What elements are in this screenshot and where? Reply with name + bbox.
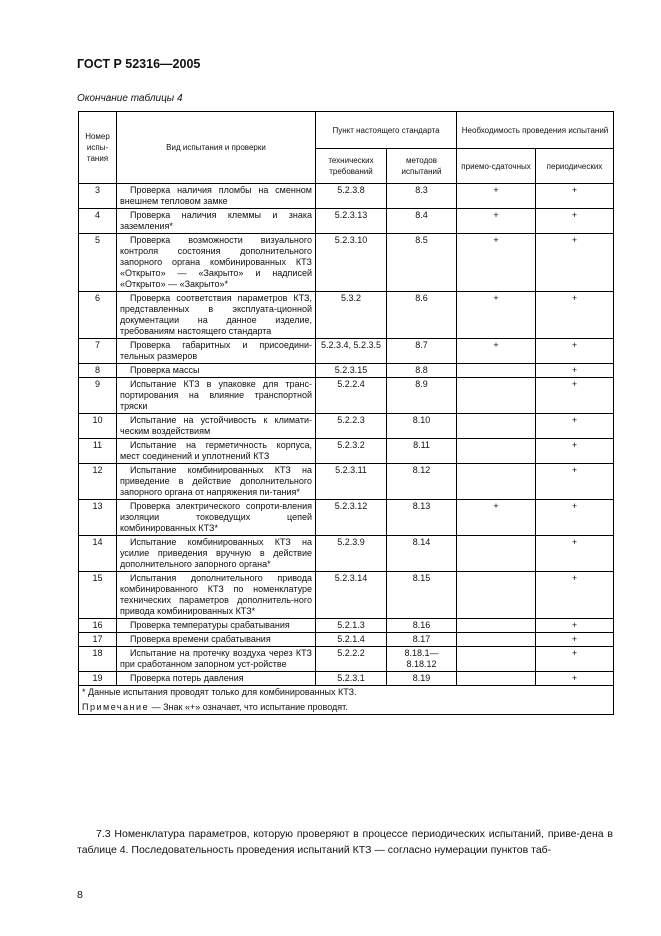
row-acceptance-mark (457, 572, 536, 619)
row-method-point: 8.16 (387, 619, 457, 633)
row-acceptance-mark (457, 378, 536, 414)
row-acceptance-mark: + (457, 184, 536, 209)
row-requirement-point: 5.2.3.11 (316, 464, 387, 500)
row-periodic-mark: + (536, 500, 614, 536)
col-header-periodic: периодических (536, 149, 614, 184)
row-requirement-point: 5.2.3.8 (316, 184, 387, 209)
row-periodic-mark: + (536, 209, 614, 234)
note-line (82, 702, 610, 713)
row-method-point: 8.9 (387, 378, 457, 414)
row-requirement-point: 5.2.3.9 (316, 536, 387, 572)
row-method-point: 8.15 (387, 572, 457, 619)
row-acceptance-mark (457, 439, 536, 464)
row-requirement-point: 5.2.2.2 (316, 647, 387, 672)
row-description: Испытание комбинированных КТЗ на усилие приведения вручную в действие дополнительного запорного органа* (117, 536, 316, 572)
row-method-point: 8.12 (387, 464, 457, 500)
row-periodic-mark: + (536, 184, 614, 209)
row-periodic-mark: + (536, 536, 614, 572)
row-description: Проверка соответствия параметров КТЗ, представленных в эксплуата-ционной документации на данное изделие, требованиям настоящего стандарта (117, 292, 316, 339)
col-header-acceptance: приемо-сдаточных (457, 149, 536, 184)
row-number: 19 (79, 672, 117, 686)
table-row (79, 536, 614, 572)
row-number: 11 (79, 439, 117, 464)
row-number: 18 (79, 647, 117, 672)
row-description: Проверка наличия клеммы и знака заземления* (117, 209, 316, 234)
row-acceptance-mark (457, 464, 536, 500)
table-caption: Окончание таблицы 4 (77, 93, 183, 104)
row-periodic-mark: + (536, 633, 614, 647)
note-text: — Знак «+» означает, что испытание проводят. (149, 702, 348, 712)
table-row (79, 364, 614, 378)
footnote-text: * Данные испытания проводят только для комбинированных КТЗ. (82, 687, 357, 697)
row-number: 10 (79, 414, 117, 439)
row-method-point: 8.7 (387, 339, 457, 364)
row-acceptance-mark: + (457, 339, 536, 364)
table-row (79, 500, 614, 536)
row-periodic-mark: + (536, 364, 614, 378)
row-acceptance-mark (457, 364, 536, 378)
row-periodic-mark: + (536, 378, 614, 414)
row-method-point: 8.11 (387, 439, 457, 464)
paragraph-7-3: 7.3 Номенклатура параметров, которую проверяют в процессе периодических испытаний, приве-дена в таблице 4. Последовательность проведения испытаний КТЗ — согласно нумерации пунктов таб- (77, 828, 613, 856)
row-number: 7 (79, 339, 117, 364)
row-description: Проверка габаритных и присоедини-тельных размеров (117, 339, 316, 364)
row-number: 9 (79, 378, 117, 414)
row-number: 14 (79, 536, 117, 572)
table-row (79, 339, 614, 364)
row-requirement-point: 5.2.3.2 (316, 439, 387, 464)
col-header-methods: методов испытаний (387, 149, 457, 184)
row-method-point: 8.18.1— 8.18.12 (387, 647, 457, 672)
row-description: Проверка времени срабатывания (117, 633, 316, 647)
table-row (79, 234, 614, 292)
row-description: Проверка электрического сопроти-вления изоляции токоведущих цепей комбинированных КТЗ* (117, 500, 316, 536)
row-requirement-point: 5.2.3.10 (316, 234, 387, 292)
row-number: 8 (79, 364, 117, 378)
row-requirement-point: 5.2.3.15 (316, 364, 387, 378)
row-method-point: 8.4 (387, 209, 457, 234)
row-periodic-mark: + (536, 647, 614, 672)
row-requirement-point: 5.2.3.1 (316, 672, 387, 686)
row-requirement-point: 5.2.2.4 (316, 378, 387, 414)
row-description: Проверка потерь давления (117, 672, 316, 686)
row-number: 5 (79, 234, 117, 292)
row-description: Проверка массы (117, 364, 316, 378)
row-periodic-mark: + (536, 414, 614, 439)
row-method-point: 8.8 (387, 364, 457, 378)
row-method-point: 8.14 (387, 536, 457, 572)
table-row (79, 414, 614, 439)
table-row (79, 439, 614, 464)
row-method-point: 8.13 (387, 500, 457, 536)
table-footnote (79, 686, 614, 715)
row-requirement-point: 5.2.1.4 (316, 633, 387, 647)
row-acceptance-mark (457, 647, 536, 672)
row-method-point: 8.5 (387, 234, 457, 292)
row-periodic-mark: + (536, 234, 614, 292)
table-row (79, 378, 614, 414)
row-periodic-mark: + (536, 339, 614, 364)
row-method-point: 8.10 (387, 414, 457, 439)
page-number: 8 (77, 889, 83, 901)
row-acceptance-mark: + (457, 292, 536, 339)
row-number: 3 (79, 184, 117, 209)
table-row (79, 184, 614, 209)
row-requirement-point: 5.3.2 (316, 292, 387, 339)
row-description: Проверка возможности визуального контроля состояния дополнительного запорного органа комбинированных КТЗ «Открыто» — «Закрыто» и надписей «Открыто» — «Закрыто»* (117, 234, 316, 292)
table-row (79, 647, 614, 672)
table-row (79, 292, 614, 339)
row-acceptance-mark (457, 414, 536, 439)
row-number: 12 (79, 464, 117, 500)
row-acceptance-mark (457, 619, 536, 633)
row-periodic-mark: + (536, 439, 614, 464)
row-acceptance-mark: + (457, 234, 536, 292)
col-header-need: Необходимость проведения испытаний (457, 112, 614, 149)
row-number: 13 (79, 500, 117, 536)
row-method-point: 8.6 (387, 292, 457, 339)
row-number: 4 (79, 209, 117, 234)
test-table (78, 111, 614, 715)
row-description: Испытание на протечку воздуха через КТЗ при сработанном запорном уст-ройстве (117, 647, 316, 672)
row-acceptance-mark: + (457, 500, 536, 536)
col-header-requirements: технических требований (316, 149, 387, 184)
table-row (79, 464, 614, 500)
table-row (79, 672, 614, 686)
row-periodic-mark: + (536, 572, 614, 619)
row-requirement-point: 5.2.3.14 (316, 572, 387, 619)
row-description: Испытание КТЗ в упаковке для транс-портирования на влияние транспортной тряски (117, 378, 316, 414)
col-header-number: Номер испы-тания (79, 112, 117, 184)
table-row (79, 572, 614, 619)
row-acceptance-mark (457, 672, 536, 686)
row-method-point: 8.19 (387, 672, 457, 686)
row-number: 15 (79, 572, 117, 619)
row-description: Испытание комбинированных КТЗ на приведение в действие дополнительного запорного органа от напряжения пи-тания* (117, 464, 316, 500)
row-method-point: 8.3 (387, 184, 457, 209)
row-acceptance-mark (457, 536, 536, 572)
row-requirement-point: 5.2.3.12 (316, 500, 387, 536)
col-header-point: Пункт настоящего стандарта (316, 112, 457, 149)
row-periodic-mark: + (536, 292, 614, 339)
table-row (79, 619, 614, 633)
row-requirement-point: 5.2.3.13 (316, 209, 387, 234)
row-description: Проверка наличия пломбы на сменном внешнем тепловом замке (117, 184, 316, 209)
row-acceptance-mark: + (457, 209, 536, 234)
table-row (79, 633, 614, 647)
row-number: 17 (79, 633, 117, 647)
note-label: Примечание (82, 702, 150, 712)
row-periodic-mark: + (536, 619, 614, 633)
row-acceptance-mark (457, 633, 536, 647)
row-description: Испытание на устойчивость к климати-ческим воздействиям (117, 414, 316, 439)
document-header: ГОСТ Р 52316—2005 (77, 57, 201, 71)
row-description: Испытания дополнительного привода комбинированного КТЗ по номенклатуре технических параметров дополнитель-ного привода комбинированных КТЗ* (117, 572, 316, 619)
row-number: 6 (79, 292, 117, 339)
row-requirement-point: 5.2.1.3 (316, 619, 387, 633)
row-requirement-point: 5.2.2.3 (316, 414, 387, 439)
col-header-kind: Вид испытания и проверки (117, 112, 316, 184)
row-number: 16 (79, 619, 117, 633)
row-description: Испытание на герметичность корпуса, мест соединений и уплотнений КТЗ (117, 439, 316, 464)
table-row (79, 209, 614, 234)
row-periodic-mark: + (536, 464, 614, 500)
row-method-point: 8.17 (387, 633, 457, 647)
row-requirement-point: 5.2.3.4, 5.2.3.5 (316, 339, 387, 364)
row-description: Проверка температуры срабатывания (117, 619, 316, 633)
row-periodic-mark: + (536, 672, 614, 686)
